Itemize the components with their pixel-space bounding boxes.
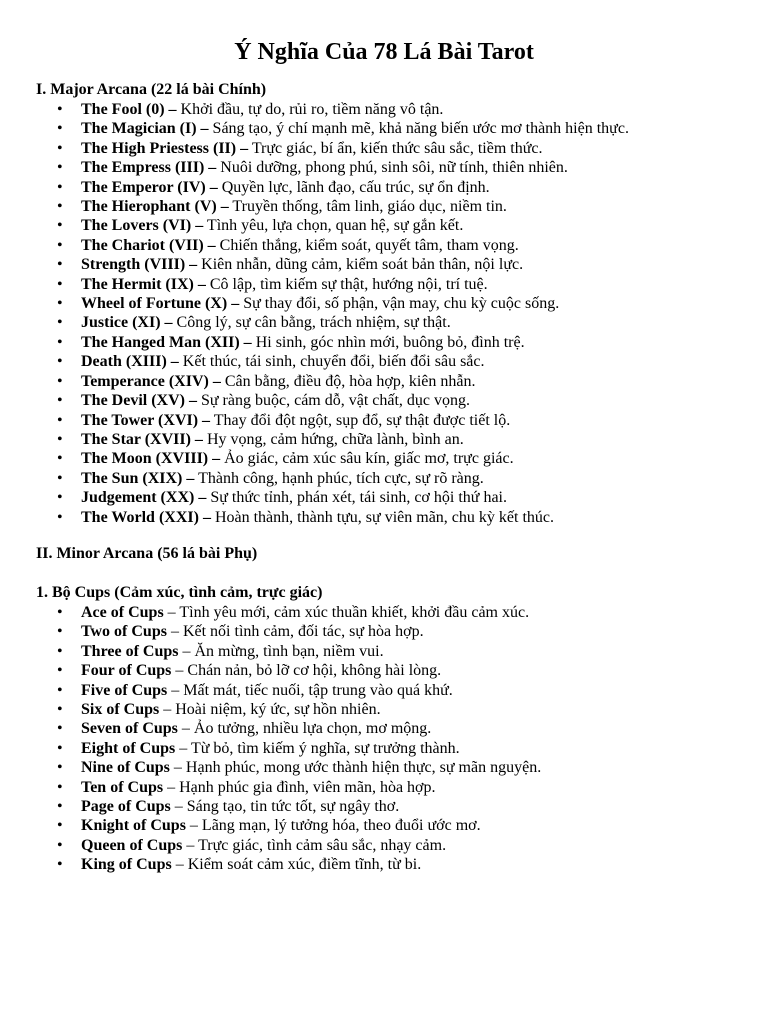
list-item	[57, 719, 732, 738]
card-meaning: Hy vọng, cảm hứng, chữa lành, bình an.	[202, 430, 464, 448]
list-item	[57, 216, 732, 235]
card-name: The Magician (I) –	[81, 120, 209, 138]
cups-card-list	[36, 603, 732, 875]
bullet-icon: •	[57, 139, 63, 157]
card-name: The Hermit (IX) –	[81, 275, 206, 293]
card-meaning: Chiến thắng, kiểm soát, quyết tâm, tham vọng.	[215, 236, 519, 254]
card-name: Seven of Cups	[81, 720, 178, 738]
bullet-icon: •	[57, 798, 63, 815]
bullet-icon: •	[57, 120, 63, 138]
card-meaning: – Kết nối tình cảm, đối tác, sự hòa hợp.	[166, 623, 424, 641]
major-arcana-list	[36, 100, 732, 527]
card-name: Death (XIII) –	[81, 353, 179, 371]
bullet-icon: •	[57, 681, 63, 699]
card-name: The Tower (XVI) –	[81, 411, 211, 429]
card-name: The Hanged Man (XII) –	[81, 333, 252, 351]
card-meaning: Kết thúc, tái sinh, chuyển đổi, biến đổi sâu sắc.	[178, 353, 485, 371]
list-item	[57, 855, 732, 874]
card-name: The Hierophant (V) –	[81, 198, 229, 216]
card-name: Knight of Cups	[81, 817, 186, 835]
bullet-icon: •	[57, 430, 63, 448]
bullet-icon: •	[57, 508, 63, 526]
card-name: The Fool (0) –	[81, 101, 177, 118]
card-name: The Emperor (IV) –	[81, 178, 218, 196]
bullet-icon: •	[57, 295, 63, 313]
list-item	[57, 294, 732, 313]
list-item	[57, 430, 732, 449]
card-meaning: Sự thay đổi, số phận, vận may, chu kỳ cuộc sống.	[239, 295, 560, 313]
card-meaning: Công lý, sự cân bằng, trách nhiệm, sự thật.	[172, 314, 451, 332]
card-name: Judgement (XX) –	[81, 489, 207, 507]
card-name: Eight of Cups	[81, 739, 176, 757]
card-meaning: Ảo giác, cảm xúc sâu kín, giấc mơ, trực giác.	[220, 450, 514, 468]
list-item	[57, 236, 732, 255]
list-item	[57, 139, 732, 158]
list-item	[57, 100, 732, 119]
list-item	[57, 603, 732, 622]
bullet-icon: •	[57, 217, 63, 235]
list-item	[57, 372, 732, 391]
card-meaning: Thành công, hạnh phúc, tích cực, sự rõ ràng.	[194, 469, 484, 487]
bullet-icon: •	[57, 662, 63, 680]
card-name: Ace of Cups	[81, 603, 164, 621]
list-item	[57, 333, 732, 352]
list-item	[57, 739, 732, 758]
card-name: Six of Cups	[81, 700, 160, 718]
card-meaning: – Từ bỏ, tìm kiếm ý nghĩa, sự trưởng thành.	[175, 739, 460, 757]
list-item	[57, 197, 732, 216]
bullet-icon: •	[57, 623, 63, 641]
bullet-icon: •	[57, 720, 63, 738]
card-name: The Star (XVII) –	[81, 430, 203, 448]
card-name: Wheel of Fortune (X) –	[81, 295, 240, 313]
bullet-icon: •	[57, 314, 63, 332]
card-meaning: Truyền thống, tâm linh, giáo dục, niềm tin.	[228, 198, 507, 216]
card-name: Page of Cups	[81, 798, 171, 815]
list-item	[57, 469, 732, 488]
bullet-icon: •	[57, 700, 63, 718]
card-name: The Empress (III) –	[81, 159, 217, 177]
bullet-icon: •	[57, 198, 63, 216]
cups-suit-heading: 1. Bộ Cups (Cảm xúc, tình cảm, trực giác)	[36, 583, 323, 601]
list-item	[57, 313, 732, 332]
list-item	[57, 119, 732, 138]
bullet-icon: •	[57, 778, 63, 796]
card-name: Strength (VIII) –	[81, 256, 198, 274]
bullet-icon: •	[57, 333, 63, 351]
card-meaning: – Ăn mừng, tình bạn, niềm vui.	[178, 642, 384, 660]
list-item	[57, 508, 732, 527]
bullet-icon: •	[57, 603, 63, 621]
card-name: The Lovers (VI) –	[81, 217, 204, 235]
bullet-icon: •	[57, 489, 63, 507]
bullet-icon: •	[57, 101, 63, 118]
list-item	[57, 488, 732, 507]
list-item	[57, 836, 732, 855]
bullet-icon: •	[57, 642, 63, 660]
list-item	[57, 681, 732, 700]
card-meaning: – Mất mát, tiếc nuối, tập trung vào quá khứ.	[167, 681, 453, 699]
card-name: The Chariot (VII) –	[81, 236, 216, 254]
card-meaning: Cô lập, tìm kiếm sự thật, hướng nội, trí tuệ.	[205, 275, 488, 293]
bullet-icon: •	[57, 856, 63, 874]
bullet-icon: •	[57, 392, 63, 410]
card-name: Ten of Cups	[81, 778, 164, 796]
list-item	[57, 797, 732, 816]
list-item	[57, 255, 732, 274]
bullet-icon: •	[57, 739, 63, 757]
minor-arcana-heading: II. Minor Arcana (56 lá bài Phụ)	[36, 544, 258, 562]
bullet-icon: •	[57, 450, 63, 468]
bullet-icon: •	[57, 353, 63, 371]
card-meaning: – Hoài niệm, ký ức, sự hồn nhiên.	[159, 700, 381, 718]
card-meaning: – Trực giác, tình cảm sâu sắc, nhạy cảm.	[182, 836, 447, 854]
card-name: The World (XXI) –	[81, 508, 211, 526]
list-item	[57, 275, 732, 294]
list-item	[57, 178, 732, 197]
card-name: The Devil (XV) –	[81, 392, 197, 410]
bullet-icon: •	[57, 372, 63, 390]
bullet-icon: •	[57, 178, 63, 196]
list-item	[57, 778, 732, 797]
list-item	[57, 661, 732, 680]
card-meaning: Hi sinh, góc nhìn mới, buông bỏ, đình trệ.	[251, 333, 525, 351]
list-item	[57, 700, 732, 719]
list-item	[57, 158, 732, 177]
card-meaning: – Lãng mạn, lý tưởng hóa, theo đuổi ước mơ.	[185, 817, 481, 835]
bullet-icon: •	[57, 817, 63, 835]
bullet-icon: •	[57, 759, 63, 777]
card-meaning: Khởi đầu, tự do, rủi ro, tiềm năng vô tận.	[176, 101, 444, 118]
list-item	[57, 816, 732, 835]
list-item	[57, 622, 732, 641]
card-meaning: Hoàn thành, thành tựu, sự viên mãn, chu kỳ kết thúc.	[210, 508, 554, 526]
card-meaning: Sáng tạo, ý chí mạnh mẽ, khả năng biến ước mơ thành hiện thực.	[208, 120, 629, 138]
card-meaning: – Ảo tưởng, nhiều lựa chọn, mơ mộng.	[177, 720, 432, 738]
card-meaning: Sự thức tỉnh, phán xét, tái sinh, cơ hội thứ hai.	[206, 489, 507, 507]
card-meaning: Tình yêu, lựa chọn, quan hệ, sự gắn kết.	[203, 217, 464, 235]
list-item	[57, 391, 732, 410]
major-arcana-heading: I. Major Arcana (22 lá bài Chính)	[36, 81, 267, 98]
bullet-icon: •	[57, 411, 63, 429]
card-meaning: – Tình yêu mới, cảm xúc thuần khiết, khởi đầu cảm xúc.	[163, 603, 530, 621]
card-name: Five of Cups	[81, 681, 168, 699]
list-item	[57, 642, 732, 661]
card-meaning: Quyền lực, lãnh đạo, cấu trúc, sự ổn định.	[217, 178, 490, 196]
card-meaning: – Chán nản, bỏ lỡ cơ hội, không hài lòng.	[171, 662, 442, 680]
card-name: The Moon (XVIII) –	[81, 450, 221, 468]
bullet-icon: •	[57, 256, 63, 274]
document-title: Ý Nghĩa Của 78 Lá Bài Tarot	[234, 39, 534, 65]
card-name: Four of Cups	[81, 662, 172, 680]
bullet-icon: •	[57, 159, 63, 177]
card-meaning: Nuôi dưỡng, phong phú, sinh sôi, nữ tính, thiên nhiên.	[216, 159, 568, 177]
card-meaning: – Sáng tạo, tin tức tốt, sự ngây thơ.	[170, 798, 400, 815]
bullet-icon: •	[57, 275, 63, 293]
card-meaning: Thay đổi đột ngột, sụp đổ, sự thật được tiết lộ.	[210, 411, 511, 429]
card-name: Queen of Cups	[81, 836, 183, 854]
list-item	[57, 449, 732, 468]
bullet-icon: •	[57, 236, 63, 254]
card-name: King of Cups	[81, 856, 172, 874]
card-meaning: – Hạnh phúc gia đình, viên mãn, hòa hợp.	[163, 778, 436, 796]
card-name: Temperance (XIV) –	[81, 372, 221, 390]
card-meaning: Trực giác, bí ẩn, kiến thức sâu sắc, tiềm thức.	[248, 139, 543, 157]
card-name: Justice (XI) –	[81, 314, 173, 332]
card-meaning: – Hạnh phúc, mong ước thành hiện thực, sự mãn nguyện.	[169, 759, 542, 777]
bullet-icon: •	[57, 469, 63, 487]
bullet-icon: •	[57, 836, 63, 854]
list-item	[57, 758, 732, 777]
card-meaning: Cân bằng, điều độ, hòa hợp, kiên nhẫn.	[220, 372, 476, 390]
card-meaning: – Kiểm soát cảm xúc, điềm tĩnh, từ bi.	[171, 856, 422, 874]
card-name: The High Priestess (II) –	[81, 139, 249, 157]
card-meaning: Kiên nhẫn, dũng cảm, kiểm soát bản thân, nội lực.	[197, 256, 524, 274]
list-item	[57, 352, 732, 371]
card-name: Nine of Cups	[81, 759, 170, 777]
card-name: Three of Cups	[81, 642, 179, 660]
card-name: The Sun (XIX) –	[81, 469, 195, 487]
card-name: Two of Cups	[81, 623, 167, 641]
list-item	[57, 411, 732, 430]
card-meaning: Sự ràng buộc, cám dỗ, vật chất, dục vọng.	[196, 392, 471, 410]
